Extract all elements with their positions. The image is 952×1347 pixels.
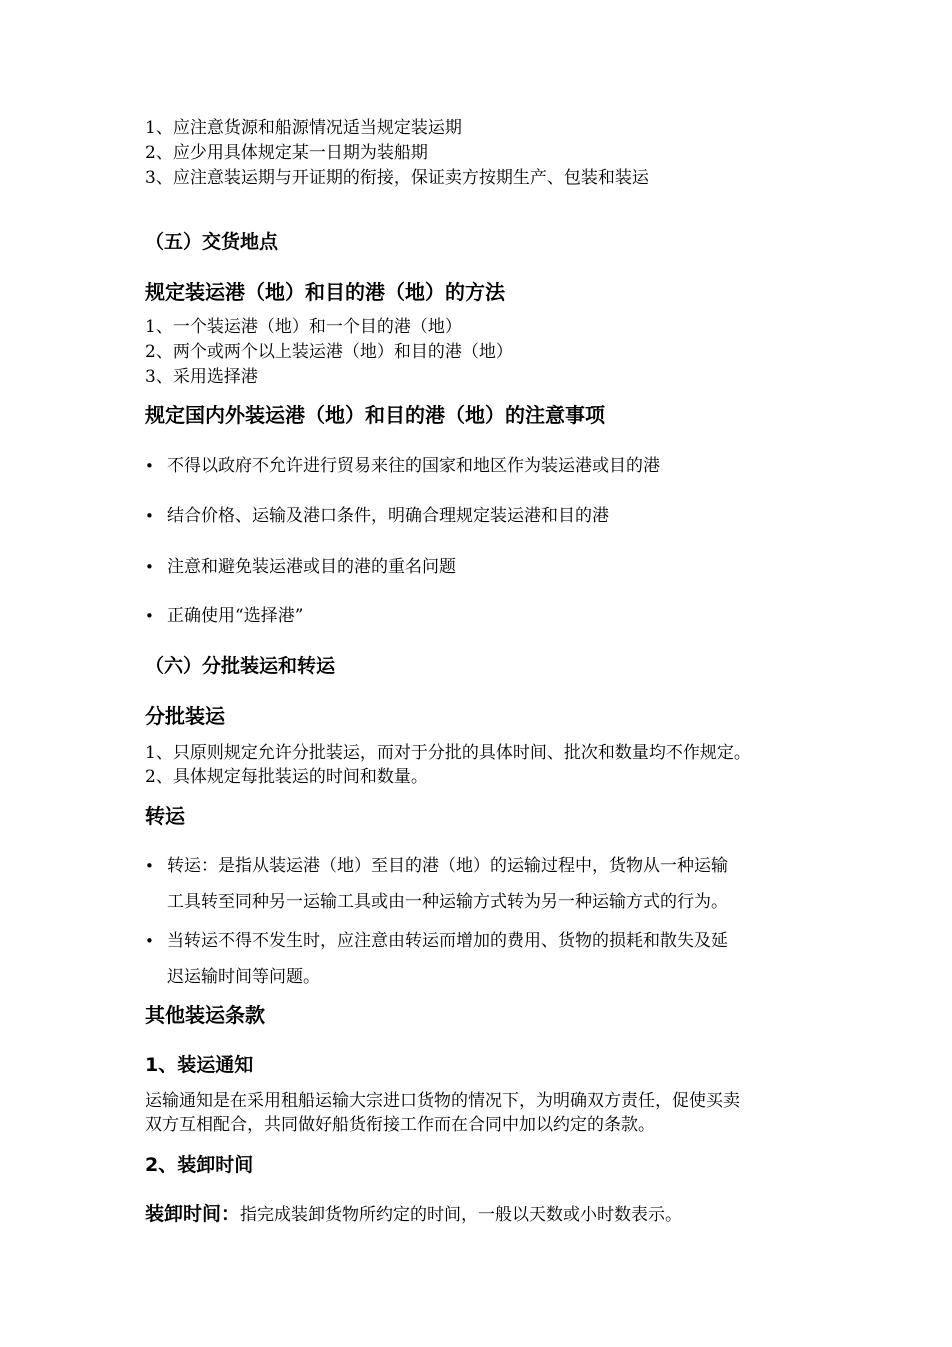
notes-heading: 规定国内外装运港（地）和目的港（地）的注意事项	[145, 403, 605, 427]
bullet-icon: •	[145, 932, 154, 950]
note-text: 注意和避免装运港或目的港的重名问题	[167, 557, 456, 577]
delivery-place-heading: （五）交货地点	[145, 231, 279, 253]
transship-text-cont: 工具转至同种另一运输工具或由一种运输方式转为另一种运输方式的行为。	[167, 892, 728, 912]
shipping-notice-heading: 1、装运通知	[145, 1054, 254, 1076]
other-terms-heading: 其他装运条款	[145, 1003, 265, 1027]
shipment-note-2: 2、应少用具体规定某一日期为装船期	[145, 143, 428, 163]
bullet-icon: •	[145, 457, 154, 475]
bullet-icon: •	[145, 857, 154, 875]
shipment-note-1: 1、应注意货源和船源情况适当规定装运期	[145, 118, 462, 138]
method-item-3: 3、采用选择港	[145, 367, 258, 387]
note-text: 不得以政府不允许进行贸易来往的国家和地区作为装运港或目的港	[167, 456, 660, 476]
laytime-def-text: 指完成装卸货物所约定的时间，一般以天数或小时数表示。	[240, 1205, 683, 1225]
partial-transship-heading: （六）分批装运和转运	[145, 655, 336, 677]
partial-item-2: 2、具体规定每批装运的时间和数量。	[145, 767, 428, 787]
laytime-term: 装卸时间：	[145, 1203, 241, 1225]
shipment-note-3: 3、应注意装运期与开证期的衔接，保证卖方按期生产、包装和装运	[145, 168, 649, 188]
transship-text-cont: 迟运输时间等问题。	[167, 967, 320, 987]
shipping-notice-line-2: 双方互相配合，共同做好船货衔接工作而在合同中加以约定的条款。	[145, 1115, 655, 1135]
method-item-2: 2、两个或两个以上装运港（地）和目的港（地）	[145, 342, 513, 362]
partial-heading: 分批装运	[145, 704, 225, 728]
partial-item-1: 1、只原则规定允许分批装运，而对于分批的具体时间、批次和数量均不作规定。	[145, 743, 751, 763]
bullet-icon: •	[145, 507, 154, 525]
transship-heading: 转运	[145, 804, 185, 828]
bullet-icon: •	[145, 607, 154, 625]
shipping-notice-line-1: 运输通知是在采用租船运输大宗进口货物的情况下，为明确双方责任，促使买卖	[145, 1091, 740, 1111]
note-text: 正确使用“选择港”	[167, 606, 304, 626]
transship-text: 当转运不得不发生时，应注意由转运而增加的费用、货物的损耗和散失及延	[167, 931, 728, 951]
laytime-heading: 2、装卸时间	[145, 1154, 254, 1176]
methods-heading: 规定装运港（地）和目的港（地）的方法	[145, 280, 505, 304]
method-item-1: 1、一个装运港（地）和一个目的港（地）	[145, 317, 462, 337]
note-text: 结合价格、运输及港口条件，明确合理规定装运港和目的港	[167, 506, 609, 526]
laytime-definition	[145, 1202, 682, 1227]
bullet-icon: •	[145, 558, 154, 576]
transship-text: 转运：是指从装运港（地）至目的港（地）的运输过程中，货物从一种运输	[167, 856, 728, 876]
